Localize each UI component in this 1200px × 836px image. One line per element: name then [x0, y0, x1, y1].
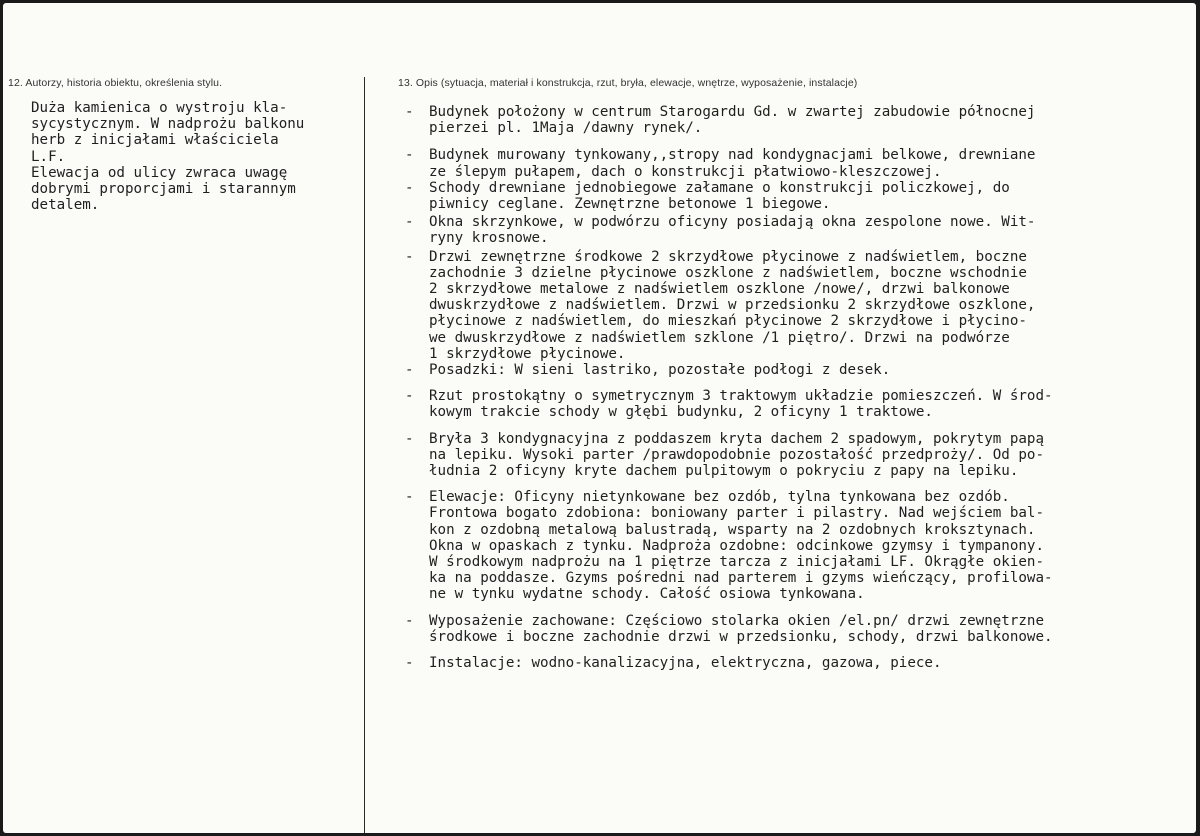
item-text: Schody drewniane jednobiegowe załamane o konstrukcji policzkowej, do piwnicy ceglane. Zewnętrzne betonowe 1 biegowe.: [429, 179, 1010, 213]
item-text: Bryła 3 kondygnacyjna z poddaszem kryta dachem 2 spadowym, pokrytym papą na lepiku. Wysoki parter /prawdopodobnie pozostałość przedproży/. Od po- łudnia 2 oficyny kryte dachem pulpitowym o pokryciu z papy na lepiku.: [429, 430, 1044, 480]
bullet-dash: -: [405, 655, 414, 672]
item-text: Okna skrzynkowe, w podwórzu oficyny posiadają okna zespolone nowe. Wit- ryny krosnowe.: [429, 214, 1036, 247]
section-13-header: 13. Opis (sytuacja, materiał i konstrukcja, rzut, bryła, elewacje, wnętrze, wyposażenie, instalacje): [398, 77, 858, 89]
description-list: [405, 104, 1195, 671]
column-divider: [364, 77, 365, 833]
list-item: [405, 362, 1195, 378]
bullet-dash: -: [405, 362, 414, 379]
item-text: Wyposażenie zachowane: Częściowo stolarka okien /el.pn/ drzwi zewnętrzne środkowe i boczne zachodnie drzwi w przedsionku, schody, drzwi balkonowe.: [429, 612, 1053, 645]
bullet-dash: -: [405, 214, 414, 231]
list-item: [405, 249, 1195, 362]
list-item: [405, 180, 1195, 212]
history-text: Duża kamienica o wystroju kla- sycystycznym. W nadprożu balkonu herb z inicjałami właściciela L.F. Elewacja od ulicy zwraca uwagę dobrymi proporcjami i starannym detalem.: [31, 100, 305, 214]
list-item: [405, 147, 1195, 179]
list-item: [405, 388, 1195, 420]
record-card: [3, 3, 1196, 833]
list-item: [405, 613, 1195, 645]
list-item: [405, 431, 1195, 480]
bullet-dash: -: [405, 489, 414, 506]
item-text: Posadzki: W sieni lastriko, pozostałe podłogi z desek.: [429, 362, 891, 379]
section-12-header: 12. Autorzy, historia obiektu, określenia stylu.: [8, 77, 223, 89]
bullet-dash: -: [405, 388, 414, 405]
item-text: Elewacje: Oficyny nietynkowane bez ozdób, tylna tynkowana bez ozdób. Frontowa bogato zdobiona: boniowany parter i pilastry. Nad wejściem bal- kon z ozdobną metalową balustradą, wsparty na 2 ozdobnych kroksztynach. Okna w opaskach z tynku. Nadproża ozdobne: odcinkowe gzymsy i tympanony. W środkowym nadprożu na 1 piętrze tarcza z inicjałami LF. Okrągłe okien- ka na poddasze. Gzyms pośredni nad parterem i gzyms wieńczący, profilowa- ne w tynku wydatne schody. Całość osiowa tynkowana.: [429, 489, 1053, 603]
list-item: [405, 214, 1195, 246]
item-text: Budynek murowany tynkowany,,stropy nad kondygnacjami belkowe, drewniane ze ślepym pułapem, dach o konstrukcji płatwiowo-kleszczowej.: [429, 147, 1036, 180]
bullet-dash: -: [405, 612, 414, 629]
bullet-dash: -: [405, 104, 414, 120]
item-text: Rzut prostokątny o symetrycznym 3 traktowym układzie pomieszczeń. W środ- kowym trakcie schody w głębi budynku, 2 oficyny 1 traktowe.: [429, 388, 1053, 421]
bullet-dash: -: [405, 179, 414, 196]
bullet-dash: -: [405, 248, 414, 265]
item-text: Budynek położony w centrum Starogardu Gd. w zwartej zabudowie północnej pierzei pl. 1Maja /dawny rynek/.: [429, 104, 1036, 137]
bullet-dash: -: [405, 430, 414, 447]
list-item: [405, 104, 1195, 136]
bullet-dash: -: [405, 147, 414, 164]
list-item: [405, 489, 1195, 602]
item-text: Instalacje: wodno-kanalizacyjna, elektryczna, gazowa, piece.: [429, 655, 942, 672]
list-item: [405, 655, 1195, 671]
item-text: Drzwi zewnętrzne środkowe 2 skrzydłowe płycinowe z nadświetlem, boczne zachodnie 3 dzielne płycinowe oszklone z nadświetlem, boczne wschodnie 2 skrzydłowe metalowe z nadświetlem oszklone /nowe/, drzwi balkonowe dwuskrzydłowe z nadświetlem. Drzwi w przedsionku 2 skrzydłowe oszklone, płycinowe z nadświetlem, do mieszkań płycinowe 2 skrzydłowe i płycino- we dwuskrzydłowe z nadświetlem szklone /1 piętro/. Drzwi na podwórze 1 skrzydłowe płycinowe.: [429, 248, 1036, 362]
